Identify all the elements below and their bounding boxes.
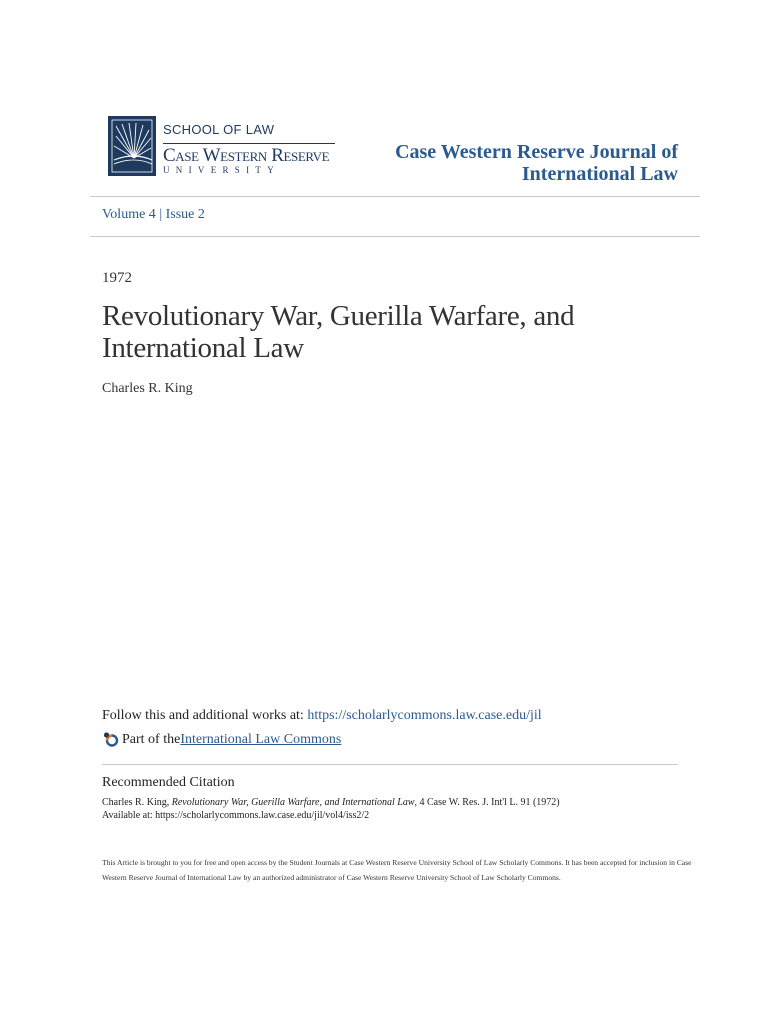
- article-author: Charles R. King: [102, 381, 193, 396]
- school-logo: [108, 116, 340, 176]
- issue-link[interactable]: Issue 2: [165, 207, 205, 222]
- part-of-line: [102, 731, 341, 748]
- article-title-line: International Law: [102, 332, 304, 364]
- logo-school-text: SCHOOL OF LAW: [163, 122, 275, 137]
- citation-block: [102, 796, 560, 822]
- citation-line: [102, 796, 560, 809]
- breadcrumb-separator: |: [159, 207, 163, 222]
- journal-title-line: Case Western Reserve Journal of: [395, 141, 678, 163]
- follow-line: [102, 708, 542, 724]
- article-title: [102, 300, 622, 364]
- bepress-commons-icon: [102, 731, 119, 748]
- divider: [90, 236, 700, 237]
- journal-title-line: International Law: [521, 163, 678, 185]
- logo-emblem-icon: [108, 116, 156, 176]
- citation-source: , 4 Case W. Res. J. Int'l L. 91 (1972): [414, 797, 560, 808]
- publication-year: 1972: [102, 270, 132, 286]
- volume-issue-breadcrumb: [102, 207, 205, 223]
- citation-title: Revolutionary War, Guerilla Warfare, and International Law: [171, 797, 415, 808]
- follow-url-link[interactable]: https://scholarlycommons.law.case.edu/jil: [307, 708, 542, 723]
- part-of-label: Part of the: [122, 731, 181, 747]
- recommended-citation-heading: Recommended Citation: [102, 775, 235, 790]
- logo-divider: [163, 143, 335, 144]
- divider: [90, 196, 700, 197]
- access-notice: This Article is brought to you for free and open access by the Student Journals at Case Western Reserve University School of Law Scholarly Commons. It has been accepted for inclusion in Case Western Reserve Journal of International Law by an authorized administrator of Case Western Reserve University School of Law Scholarly Commons.: [102, 858, 692, 882]
- logo-university-text: UNIVERSITY: [163, 165, 280, 175]
- divider: [102, 764, 678, 765]
- citation-available: Available at: https://scholarlycommons.law.case.edu/jil/vol4/iss2/2: [102, 810, 370, 821]
- commons-link[interactable]: International Law Commons: [180, 731, 342, 747]
- logo-university-name: Case Western Reserve: [163, 145, 330, 166]
- journal-title-link[interactable]: [358, 141, 678, 185]
- citation-author: Charles R. King,: [102, 797, 172, 808]
- follow-label: Follow this and additional works at:: [102, 708, 308, 723]
- article-title-line: Revolutionary War, Guerilla Warfare, and: [102, 300, 575, 332]
- volume-link[interactable]: Volume 4: [102, 207, 156, 222]
